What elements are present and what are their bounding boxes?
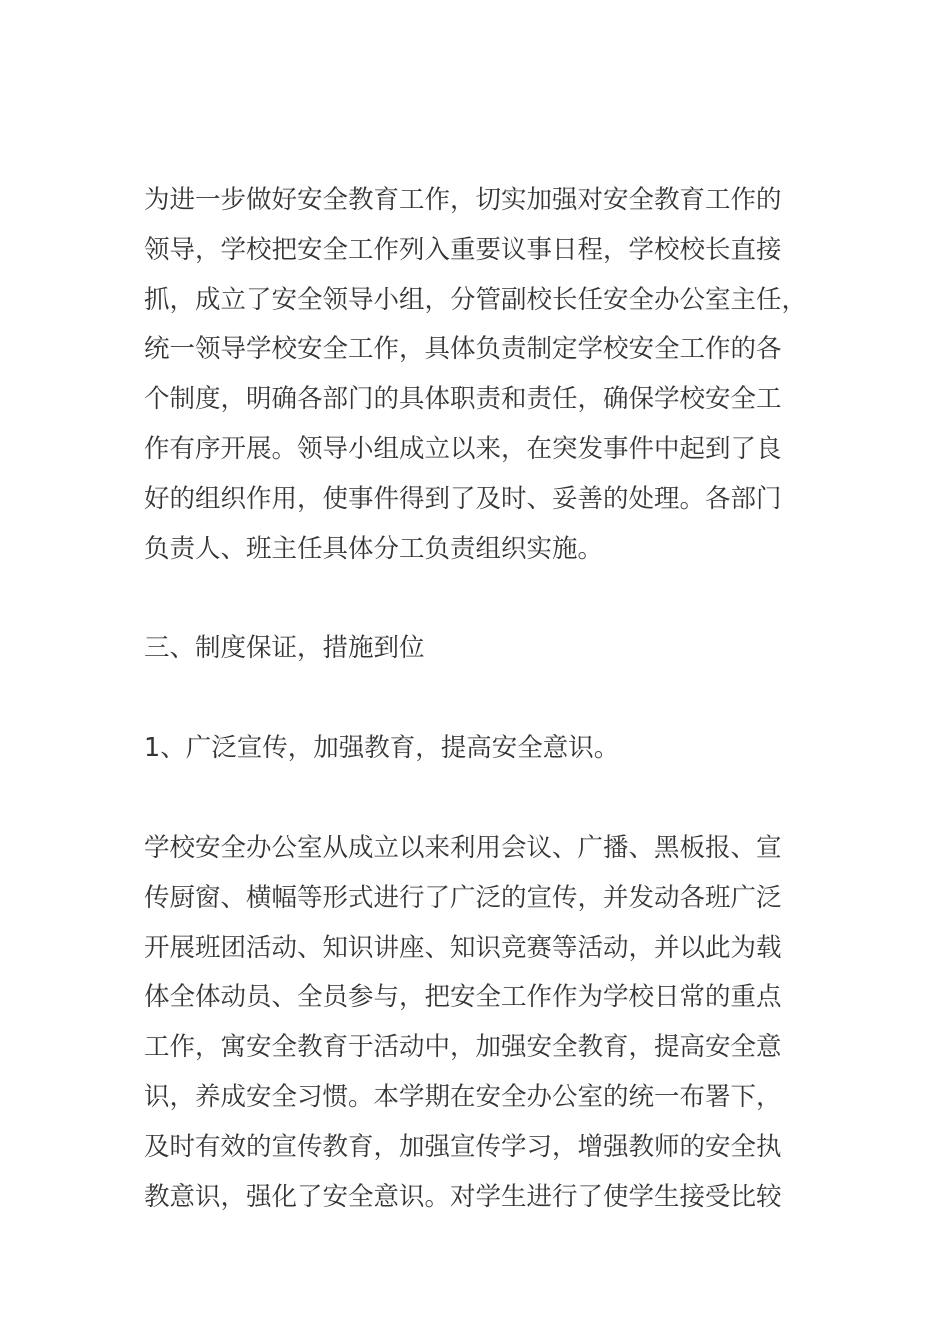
text-line: 及时有效的宣传教育，加强宣传学习，增强教师的安全执	[144, 1131, 782, 1162]
paragraph-spacer	[144, 574, 804, 624]
text-line: 教意识，强化了安全意识。对学生进行了使学生接受比较	[144, 1181, 782, 1212]
paragraph-publicity	[144, 824, 804, 1222]
section-heading	[144, 624, 804, 674]
text-line: 学校安全办公室从成立以来利用会议、广播、黑板报、宣	[144, 832, 782, 863]
text-line: 好的组织作用，使事件得到了及时、妥善的处理。各部门	[144, 483, 782, 514]
paragraph-spacer	[144, 674, 804, 724]
text-line: 个制度，明确各部门的具体职责和责任，确保学校安全工	[144, 384, 782, 415]
text-line: 开展班团活动、知识讲座、知识竞赛等活动，并以此为载	[144, 932, 782, 963]
text-line: 体全体动员、全员参与，把安全工作作为学校日常的重点	[144, 982, 782, 1013]
text-line: 抓，成立了安全领导小组，分管副校长任安全办公室主任，	[144, 284, 808, 315]
text-line: 负责人、班主任具体分工负责组织实施。	[144, 533, 604, 564]
text-line: 统一领导学校安全工作，具体负责制定学校安全工作的各	[144, 334, 782, 365]
item-heading	[144, 724, 804, 774]
text-line: 为进一步做好安全教育工作，切实加强对安全教育工作的	[144, 185, 782, 215]
text-line: 传厨窗、横幅等形式进行了广泛的宣传，并发动各班广泛	[144, 882, 782, 913]
text-line: 作有序开展。领导小组成立以来，在突发事件中起到了良	[144, 433, 782, 464]
text-line: 识，养成安全习惯。本学期在安全办公室的统一布署下，	[144, 1081, 782, 1112]
section-heading-text: 三、制度保证，措施到位	[144, 633, 425, 664]
document-body	[144, 176, 808, 1222]
paragraph-leadership	[144, 176, 808, 574]
text-line: 工作，寓安全教育于活动中，加强安全教育，提高安全意	[144, 1032, 782, 1063]
item-heading-text: 1、广泛宣传，加强教育，提高安全意识。	[144, 733, 620, 764]
text-line: 领导，学校把安全工作列入重要议事日程，学校校长直接	[144, 234, 782, 265]
paragraph-spacer	[144, 774, 804, 824]
